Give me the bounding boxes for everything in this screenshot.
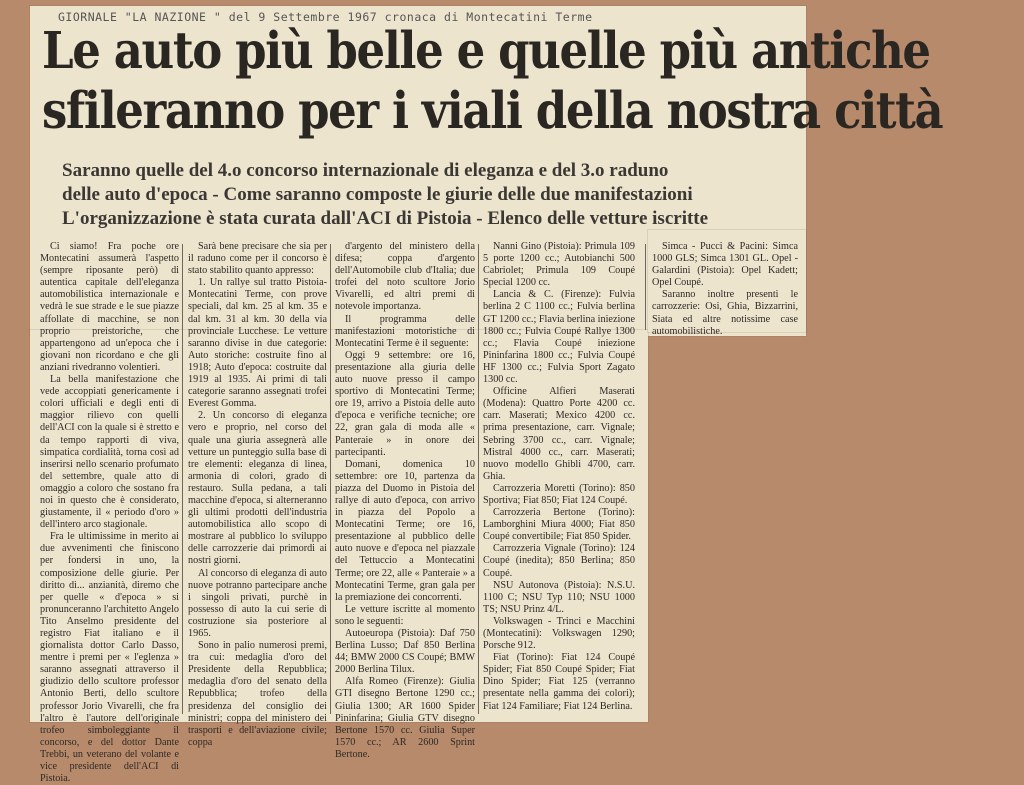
subheadline-line-2: delle auto d'epoca - Come saranno composte le giurie delle due manifestazioni [62, 184, 693, 205]
paragraph: NSU Autonova (Pistoia): N.S.U. 1100 C; NSU Typ 110; NSU 1000 TS; NSU Prinz 4/L. [483, 579, 635, 615]
paragraph: Fiat (Torino): Fiat 124 Coupé Spider; Fiat 850 Coupé Spider; Fiat Dino Spider; Fiat 125 (verranno presentate nella gamma dei colori); Fiat 124 Familiare; Fiat 124 Berlina. [483, 652, 635, 712]
paragraph: La bella manifestazione che vede accoppiati genericamente i colori ufficiali e degli enti di maggior rilievo con quelli dell'ACI con la quale si è stretto e da tempo rapporti di viva, simpatica cordialità, torna così ad inserirsi nello scenario profumato del settembre, quale atto di omaggio a coloro che sostano fra noi in questo che è considerato, giustamente, il « periodo d'oro » dell'intero arco stagionale. [40, 374, 179, 531]
paragraph: Al concorso di eleganza di auto nuove potranno partecipare anche i singoli privati, purchè in possesso di auto la cui serie di costruzione sia posteriore al 1965. [188, 567, 327, 639]
paragraph: Ci siamo! Fra poche ore Montecatini assumerà l'aspetto (sempre riposante però) di autentica capitale dell'eleganza automobilistica internazionale e vedrà le sue strade e le sue piazze affollate di macchine, se non proprio preistoriche, che appartengono ad un'epoca che i giovani non ricordano e che gli anziani rivedranno volentieri. [40, 241, 179, 373]
source-caption: GIORNALE "LA NAZIONE " del 9 Settembre 1967 cronaca di Montecatini Terme [58, 10, 593, 24]
paragraph: Carrozzeria Moretti (Torino): 850 Sportiva; Fiat 850; Fiat 124 Coupé. [483, 482, 635, 506]
paragraph: Sarà bene precisare che sia per il raduno come per il concorso è stato stabilito quanto appresso: [188, 241, 327, 277]
paragraph: Carrozzeria Bertone (Torino): Lamborghini Miura 4000; Fiat 850 Coupé convertibile; Fiat 850 Spider. [483, 507, 635, 543]
paragraph: Carrozzeria Vignale (Torino): 124 Coupé (inedita); 850 Berlina; 850 Coupé. [483, 543, 635, 579]
paragraph: Saranno inoltre presenti le carrozzerie: Osi, Ghia, Bizzarrini, Siata ed altre notissime case automobilistiche. [652, 289, 798, 337]
article-column-1 [40, 241, 179, 785]
article-column-5 [652, 241, 798, 337]
column-rule [478, 244, 479, 714]
paragraph: Domani, domenica 10 settembre: ore 10, partenza da piazza del Duomo in Pistoia del rallye di auto d'epoca, con arrivo in piazza del Popolo a Montecatini Terme; ore 16, presentazione al pubblico delle auto nuove e d'epoca nel piazzale del Tettuccio a Montecatini Terme; ore 22, alle « Panteraie » a Montecatini Terme, gran gala per la premiazione dei concorrenti. [335, 458, 475, 603]
paragraph: 1. Un rallye sul tratto Pistoia-Montecatini Terme, con prove speciali, dal km. 25 al km. 35 e dal km. 31 al km. 30 della via provinciale Lucchese. Le vetture saranno divise in due categorie: Auto storiche: costruite fino al 1918; Auto d'epoca: costruite dal 1919 al 1935. Ai primi di tali categorie saranno assegnati trofei Everest Gomma. [188, 277, 327, 410]
paragraph: Volkswagen - Trinci e Macchini (Montecatini): Volkswagen 1290; Porsche 912. [483, 615, 635, 652]
column-rule [645, 244, 646, 330]
paragraph: Oggi 9 settembre: ore 16, presentazione alla giuria delle auto nuove presso il campo sportivo di Montecatini Terme; ore 19, arrivo a Pistoia delle auto d'epoca e verifiche tecniche; ore 22, gran gala di moda alle « Panteraie » in onore dei partecipanti. [335, 349, 475, 458]
paragraph: Sono in palio numerosi premi, tra cui: medaglia d'oro del Presidente della Repubblica; medaglia d'oro del senato della Repubblica; trofeo della presidenza del consiglio dei ministri; coppa del ministero dei trasporti e dell'aviazione civile; coppa [188, 640, 327, 748]
paragraph: Lancia & C. (Firenze): Fulvia berlina 2 C 1100 cc.; Fulvia berlina GT 1200 cc.; Flavia berlina iniezione 1800 cc.; Fulvia Coupé Rallye 1300 cc.; Flavia Coupé iniezione Pininfarina 1800 cc.; Fulvia Coupé HF 1300 cc.; Fulvia Sport Zagato 1300 cc. [483, 289, 636, 386]
column-rule [182, 244, 183, 714]
article-column-4 [483, 241, 635, 723]
paragraph: Fra le ultimissime in merito ai due avvenimenti che finiscono per fondersi in uno, la composizione delle giurie. Per diritto di... anzianità, diremo che per quelle « d'epoca » si pronunceranno l'architetto Angelo Tito Anselmo presidente del registro Fiat italiano e il giornalista dottor Carlo Dasso, mentre i premi per « l'eglenza » saranno assegnati attraverso il giudizio dello scultore professor Antonio Berti, dello scultore professor Jorio Vivarelli, che fra l'altro è l'autore dell'originale trofeo simboleggiante il concorso, e del dottor Dante Trebbi, un veterano del volante e vice presidente dell'ACI di Pistoia. [40, 531, 179, 785]
column-rule [330, 244, 331, 714]
paragraph: Officine Alfieri Maserati (Modena): Quattro Porte 4200 cc. carr. Maserati; Mexico 4200 cc. prima presentazione, carr. Vignale; Sebring 3700 cc., carr. Vignale; Mistral 4000 cc., carr. Maserati; nuovo modello Ghibli 4700, carr. Ghia. [483, 386, 635, 482]
article-column-3 [335, 241, 475, 760]
headline-line-2: sfileranno per i viali della nostra città [42, 80, 943, 141]
paragraph: Il programma delle manifestazioni motoristiche di Montecatini Terme è il seguente: [335, 313, 475, 349]
headline-line-1: Le auto più belle e quelle più antiche [42, 20, 930, 81]
paragraph: Alfa Romeo (Firenze): Giulia GTI disegno Bertone 1290 cc.; Giulia 1300; AR 1600 Spider Pininfarina; Giulia GTV disegno Bertone 1570 cc. Giulia Super 1570 cc.; AR 2600 Sprint Bertone. [335, 676, 475, 760]
paragraph: d'argento del ministero della difesa; coppa d'argento dell'Automobile club d'Italia; due trofei del noto scultore Jorio Vivarelli, ed altri premi di notevole importanza. [335, 241, 475, 313]
paragraph: Simca - Pucci & Pacini: Simca 1000 GLS; Simca 1301 GL. Opel - Galardini (Pistoia): Opel Kadett; Opel Coupé. [652, 241, 798, 289]
paragraph: Autoeuropa (Pistoia): Daf 750 Berlina Lusso; Daf 850 Berlina 44; BMW 2000 CS Coupé; BMW 2000 Berlina Tilux. [335, 628, 475, 676]
paragraph: 2. Un concorso di eleganza vero e proprio, nel corso del quale una giuria assegnerà alle vetture un punteggio sulla base di tre elementi: eleganza di linea, armonia di colori, grado di restauro. Sulla pedana, a tali macchine d'epoca, si alterneranno gli ultimi prodotti dell'industria automobilistica allo scopo di mostrare al pubblico lo sviluppo delle carrozzerie dai primordi ai nostri giorni. [188, 410, 327, 567]
subheadline-line-1: Saranno quelle del 4.o concorso internazionale di eleganza e del 3.o raduno [62, 160, 669, 181]
paragraph: Le vetture iscritte al momento sono le seguenti: [335, 603, 475, 627]
paragraph: Nanni Gino (Pistoia): Primula 109 5 porte 1200 cc.; Autobianchi 500 Cabriolet; Primula 109 Coupé Special 1200 cc. [483, 241, 635, 289]
subheadline-line-3: L'organizzazione è stata curata dall'ACI di Pistoia - Elenco delle vetture iscritte [62, 208, 709, 229]
article-column-2 [188, 241, 327, 748]
